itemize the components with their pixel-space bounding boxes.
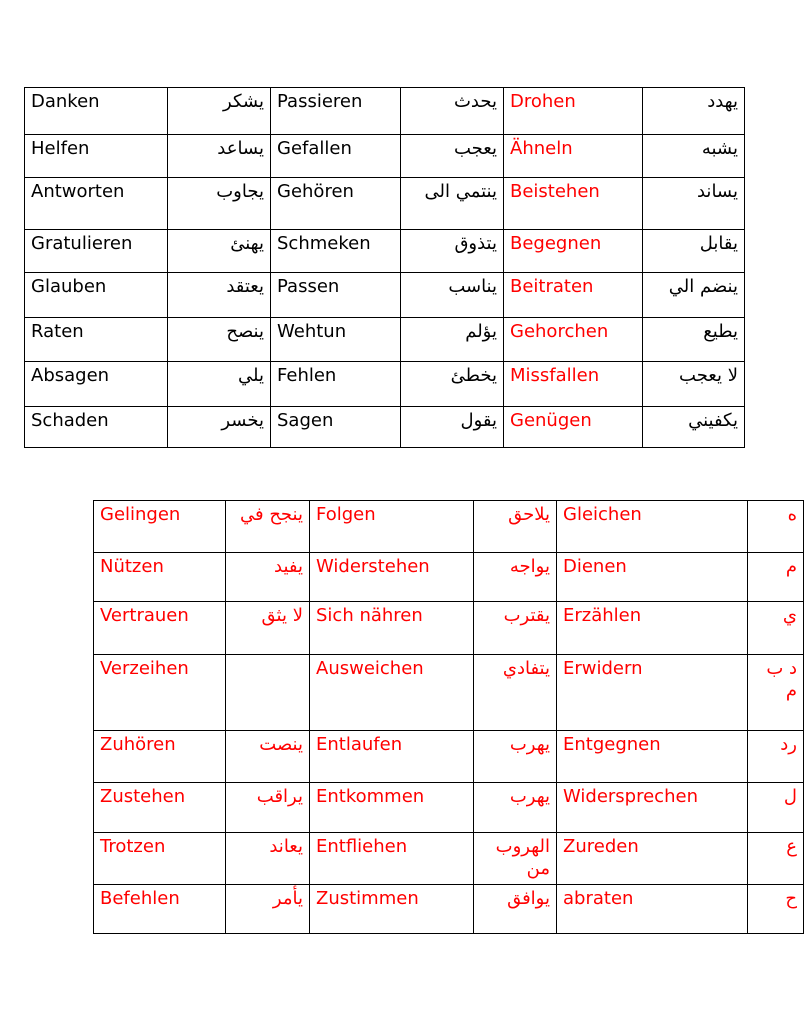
arabic-translation-cell: يعجب: [401, 135, 504, 178]
arabic-translation-cell: يلي: [168, 362, 271, 407]
german-verb-cell: Widerstehen: [310, 553, 474, 602]
arabic-translation-cell: ينضم الي: [643, 273, 745, 318]
arabic-translation-cell: يقول: [401, 407, 504, 448]
table-row: [25, 135, 745, 178]
german-verb-cell: Passieren: [271, 88, 401, 135]
arabic-translation-cell: [226, 655, 310, 731]
arabic-translation-cell: يعاند: [226, 833, 310, 885]
german-verb-cell: Glauben: [25, 273, 168, 318]
german-verb-cell: Entfliehen: [310, 833, 474, 885]
arabic-translation-cell: يطيع: [643, 318, 745, 362]
verb-table-2: [93, 500, 804, 934]
german-verb-cell: Nützen: [94, 553, 226, 602]
arabic-translation-cell: يوافق: [474, 885, 557, 934]
german-verb-cell: Entgegnen: [557, 731, 748, 783]
german-verb-cell: Schmeken: [271, 230, 401, 273]
table-row: [25, 318, 745, 362]
arabic-translation-cell: د ب م: [748, 655, 804, 731]
arabic-translation-cell: يهدد: [643, 88, 745, 135]
arabic-translation-cell: يراقب: [226, 783, 310, 833]
german-verb-cell: Gelingen: [94, 501, 226, 553]
arabic-translation-cell: ه: [748, 501, 804, 553]
table-row: [25, 273, 745, 318]
arabic-translation-cell: يساند: [643, 178, 745, 230]
arabic-translation-cell: لا يثق: [226, 602, 310, 655]
table-row: [25, 230, 745, 273]
verb-table-1: [24, 87, 745, 448]
arabic-translation-cell: يكفيني: [643, 407, 745, 448]
arabic-translation-cell: يجاوب: [168, 178, 271, 230]
german-verb-cell: Entkommen: [310, 783, 474, 833]
arabic-translation-cell: يهرب: [474, 783, 557, 833]
arabic-translation-cell: يناسب: [401, 273, 504, 318]
table-row: [94, 783, 804, 833]
arabic-translation-cell: يأمر: [226, 885, 310, 934]
arabic-translation-cell: يلاحق: [474, 501, 557, 553]
arabic-translation-cell: يساعد: [168, 135, 271, 178]
arabic-translation-cell: يحدث: [401, 88, 504, 135]
german-verb-cell: Beistehen: [504, 178, 643, 230]
arabic-translation-cell: يهنئ: [168, 230, 271, 273]
table-row: [94, 501, 804, 553]
german-verb-cell: Dienen: [557, 553, 748, 602]
german-verb-cell: Zustehen: [94, 783, 226, 833]
german-verb-cell: Zureden: [557, 833, 748, 885]
arabic-translation-cell: لا يعجب: [643, 362, 745, 407]
arabic-translation-cell: يقترب: [474, 602, 557, 655]
german-verb-cell: Danken: [25, 88, 168, 135]
arabic-translation-cell: ينصت: [226, 731, 310, 783]
arabic-translation-cell: يؤلم: [401, 318, 504, 362]
arabic-translation-cell: يتفادي: [474, 655, 557, 731]
german-verb-cell: Gehören: [271, 178, 401, 230]
german-verb-cell: Genügen: [504, 407, 643, 448]
german-verb-cell: Begegnen: [504, 230, 643, 273]
german-verb-cell: Beitraten: [504, 273, 643, 318]
table-row: [25, 362, 745, 407]
table-row: [25, 407, 745, 448]
german-verb-cell: Befehlen: [94, 885, 226, 934]
arabic-translation-cell: ينصح: [168, 318, 271, 362]
german-verb-cell: Sagen: [271, 407, 401, 448]
german-verb-cell: Ausweichen: [310, 655, 474, 731]
german-verb-cell: Zuhören: [94, 731, 226, 783]
arabic-translation-cell: يشبه: [643, 135, 745, 178]
table-row: [94, 833, 804, 885]
verb-table-2-body: [94, 501, 804, 934]
german-verb-cell: Raten: [25, 318, 168, 362]
german-verb-cell: Sich nähren: [310, 602, 474, 655]
german-verb-cell: Entlaufen: [310, 731, 474, 783]
german-verb-cell: Drohen: [504, 88, 643, 135]
arabic-translation-cell: الهروب من: [474, 833, 557, 885]
german-verb-cell: Schaden: [25, 407, 168, 448]
german-verb-cell: Zustimmen: [310, 885, 474, 934]
german-verb-cell: Gleichen: [557, 501, 748, 553]
table-row: [94, 602, 804, 655]
table-row: [25, 88, 745, 135]
german-verb-cell: Antworten: [25, 178, 168, 230]
arabic-translation-cell: م: [748, 553, 804, 602]
german-verb-cell: Absagen: [25, 362, 168, 407]
german-verb-cell: Verzeihen: [94, 655, 226, 731]
arabic-translation-cell: يهرب: [474, 731, 557, 783]
german-verb-cell: Widersprechen: [557, 783, 748, 833]
german-verb-cell: Gehorchen: [504, 318, 643, 362]
table-row: [94, 885, 804, 934]
german-verb-cell: Helfen: [25, 135, 168, 178]
german-verb-cell: Erzählen: [557, 602, 748, 655]
german-verb-cell: Erwidern: [557, 655, 748, 731]
arabic-translation-cell: يعتقد: [168, 273, 271, 318]
german-verb-cell: Ähneln: [504, 135, 643, 178]
german-verb-cell: Fehlen: [271, 362, 401, 407]
german-verb-cell: Folgen: [310, 501, 474, 553]
arabic-translation-cell: يقابل: [643, 230, 745, 273]
arabic-translation-cell: ع: [748, 833, 804, 885]
german-verb-cell: Trotzen: [94, 833, 226, 885]
arabic-translation-cell: يشكر: [168, 88, 271, 135]
german-verb-cell: Gefallen: [271, 135, 401, 178]
arabic-translation-cell: يخطئ: [401, 362, 504, 407]
german-verb-cell: abraten: [557, 885, 748, 934]
table-row: [25, 178, 745, 230]
arabic-translation-cell: ينتمي الى: [401, 178, 504, 230]
arabic-translation-cell: ي: [748, 602, 804, 655]
arabic-translation-cell: يفيد: [226, 553, 310, 602]
arabic-translation-cell: رد: [748, 731, 804, 783]
table-row: [94, 655, 804, 731]
german-verb-cell: Wehtun: [271, 318, 401, 362]
arabic-translation-cell: ح: [748, 885, 804, 934]
arabic-translation-cell: يخسر: [168, 407, 271, 448]
german-verb-cell: Passen: [271, 273, 401, 318]
arabic-translation-cell: ينجح في: [226, 501, 310, 553]
table-row: [94, 553, 804, 602]
german-verb-cell: Missfallen: [504, 362, 643, 407]
verb-table-1-body: [25, 88, 745, 448]
arabic-translation-cell: ل: [748, 783, 804, 833]
german-verb-cell: Vertrauen: [94, 602, 226, 655]
arabic-translation-cell: يتذوق: [401, 230, 504, 273]
arabic-translation-cell: يواجه: [474, 553, 557, 602]
german-verb-cell: Gratulieren: [25, 230, 168, 273]
table-row: [94, 731, 804, 783]
